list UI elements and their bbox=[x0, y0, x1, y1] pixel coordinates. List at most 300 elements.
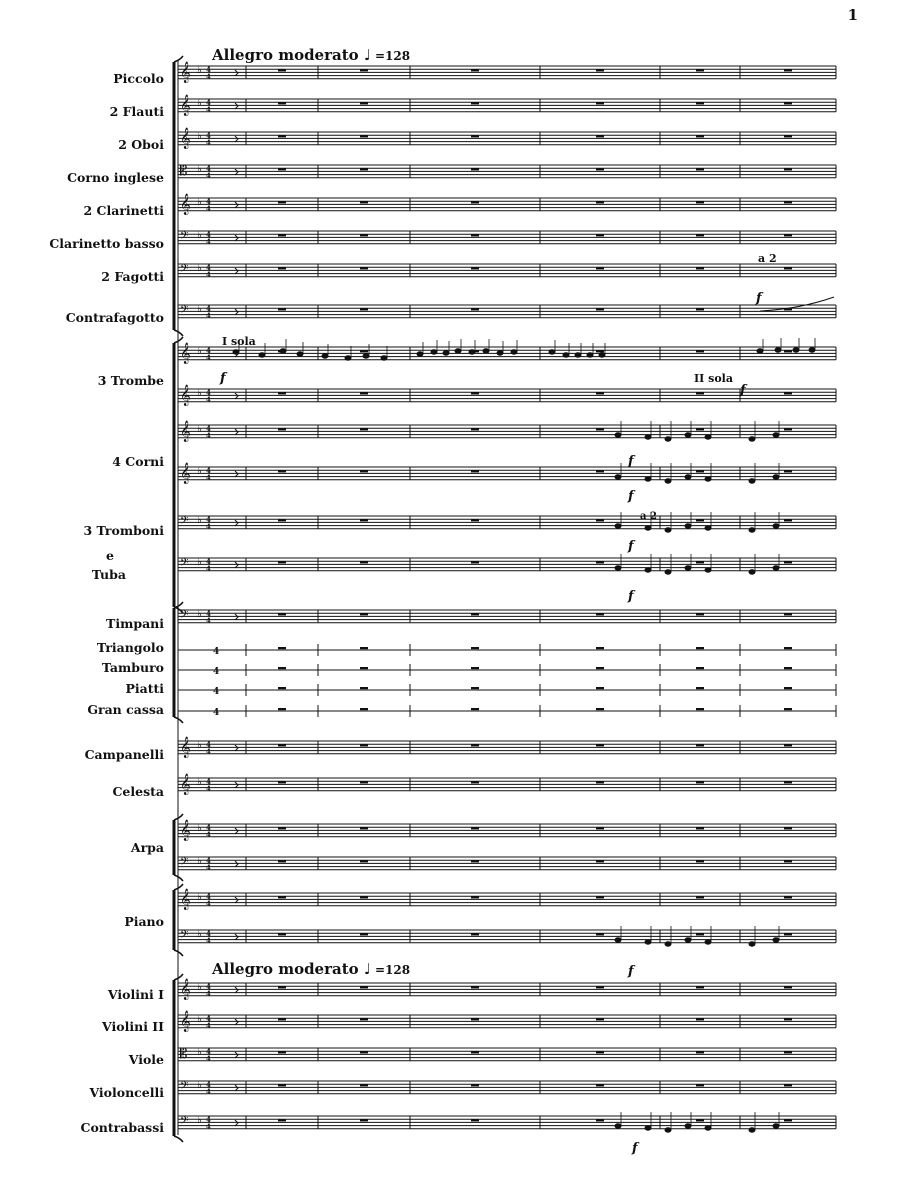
note-head bbox=[705, 940, 711, 944]
whole-rest bbox=[596, 1018, 604, 1020]
whole-rest bbox=[596, 647, 604, 649]
whole-rest bbox=[360, 201, 368, 203]
note-head bbox=[685, 938, 691, 942]
whole-rest bbox=[278, 1051, 286, 1053]
flat-icon: ♭ bbox=[197, 164, 202, 175]
note-head bbox=[549, 350, 555, 354]
note-head bbox=[645, 526, 651, 530]
whole-rest bbox=[278, 781, 286, 783]
note-head bbox=[757, 349, 763, 353]
whole-rest bbox=[784, 519, 792, 521]
treble-clef-icon: 𝄞 bbox=[180, 128, 191, 149]
whole-rest bbox=[696, 1051, 704, 1053]
flat-icon: ♭ bbox=[197, 1080, 202, 1091]
label-oboi: 2 Oboi bbox=[118, 137, 164, 152]
whole-rest bbox=[360, 896, 368, 898]
time-signature: 4 bbox=[206, 863, 211, 872]
note-head bbox=[645, 568, 651, 572]
whole-rest bbox=[596, 1051, 604, 1053]
note-head bbox=[417, 352, 423, 356]
note-head bbox=[775, 348, 781, 352]
note-head bbox=[685, 433, 691, 437]
whole-rest bbox=[278, 1018, 286, 1020]
bass-clef-icon: 𝄢 bbox=[180, 557, 189, 572]
label-tamburo: Tamburo bbox=[101, 660, 164, 675]
dynamics-and-annotations bbox=[219, 252, 777, 1156]
time-signature: 4 bbox=[206, 473, 211, 482]
whole-rest bbox=[278, 1119, 286, 1121]
flat-icon: ♭ bbox=[197, 388, 202, 399]
time-signature: 4 bbox=[206, 304, 211, 313]
note-head bbox=[685, 475, 691, 479]
time-signature: 4 bbox=[206, 616, 211, 625]
flat-icon: ♭ bbox=[197, 1047, 202, 1058]
a2-marking: a 2 bbox=[640, 511, 657, 522]
time-signature: 4 bbox=[213, 667, 220, 677]
flat-icon: ♭ bbox=[197, 740, 202, 751]
note-head bbox=[749, 479, 755, 483]
whole-rest bbox=[696, 896, 704, 898]
whole-rest bbox=[784, 986, 792, 988]
time-signature: 4 bbox=[206, 65, 211, 74]
time-signature: 4 bbox=[206, 989, 211, 998]
barlines bbox=[178, 66, 836, 1129]
label-fagotti: 2 Fagotti bbox=[101, 269, 164, 284]
time-signature: 4 bbox=[206, 515, 211, 524]
whole-rest bbox=[696, 667, 704, 669]
whole-rest bbox=[360, 267, 368, 269]
whole-rest bbox=[596, 896, 604, 898]
bass-clef-icon: 𝄢 bbox=[180, 1115, 189, 1130]
note-head bbox=[599, 353, 605, 357]
whole-rest bbox=[471, 827, 479, 829]
whole-rest bbox=[360, 234, 368, 236]
whole-rest bbox=[278, 267, 286, 269]
note-head bbox=[685, 524, 691, 528]
time-signature: 4 bbox=[206, 311, 211, 320]
time-signature: 4 bbox=[206, 747, 211, 756]
label-violoncelli: Violoncelli bbox=[89, 1085, 164, 1100]
solo-marking-2: II sola bbox=[694, 372, 733, 385]
time-signature: 4 bbox=[206, 197, 211, 206]
note-head bbox=[615, 524, 621, 528]
whole-rest bbox=[360, 744, 368, 746]
time-signature: 4 bbox=[206, 1014, 211, 1023]
treble-clef-icon: 𝄞 bbox=[180, 820, 191, 841]
whole-rest bbox=[784, 470, 792, 472]
time-signature: 4 bbox=[206, 899, 211, 908]
whole-rest bbox=[596, 744, 604, 746]
treble-clef-icon: 𝄞 bbox=[180, 737, 191, 758]
forte-dynamic: f bbox=[628, 539, 634, 554]
whole-rest bbox=[596, 667, 604, 669]
time-signature: 4 bbox=[206, 388, 211, 397]
whole-rest bbox=[278, 308, 286, 310]
whole-rest bbox=[696, 1084, 704, 1086]
time-signature: 4 bbox=[206, 936, 211, 945]
whole-rest bbox=[596, 69, 604, 71]
whole-rest bbox=[471, 267, 479, 269]
time-signature: 4 bbox=[206, 929, 211, 938]
flat-icon: ♭ bbox=[197, 982, 202, 993]
whole-rest bbox=[471, 647, 479, 649]
whole-rest bbox=[278, 613, 286, 615]
flat-icon: ♭ bbox=[197, 823, 202, 834]
note-head bbox=[749, 528, 755, 532]
note-head bbox=[615, 566, 621, 570]
whole-rest bbox=[471, 933, 479, 935]
time-signature: 4 bbox=[206, 1122, 211, 1131]
note-head bbox=[497, 351, 503, 355]
whole-rest bbox=[471, 234, 479, 236]
whole-rest bbox=[471, 519, 479, 521]
label-triangolo: Triangolo bbox=[96, 640, 164, 655]
whole-rest bbox=[784, 69, 792, 71]
flat-icon: ♭ bbox=[197, 131, 202, 142]
whole-rest bbox=[696, 1018, 704, 1020]
whole-rest bbox=[784, 135, 792, 137]
whole-rest bbox=[471, 1119, 479, 1121]
whole-rest bbox=[784, 687, 792, 689]
whole-rest bbox=[471, 470, 479, 472]
whole-rest bbox=[784, 234, 792, 236]
label-trombe: 3 Trombe bbox=[97, 373, 164, 388]
treble-clef-icon: 𝄞 bbox=[180, 889, 191, 910]
bass-clef-icon: 𝄢 bbox=[180, 609, 189, 624]
whole-rest bbox=[471, 744, 479, 746]
whole-rest bbox=[696, 168, 704, 170]
whole-rest bbox=[471, 896, 479, 898]
whole-rest bbox=[784, 647, 792, 649]
note-head bbox=[665, 437, 671, 441]
whole-rest bbox=[471, 613, 479, 615]
time-signature: 4 bbox=[206, 346, 211, 355]
whole-rest bbox=[696, 69, 704, 71]
flat-icon: ♭ bbox=[197, 197, 202, 208]
whole-rest bbox=[360, 781, 368, 783]
label-tuba: Tuba bbox=[91, 567, 126, 582]
time-signature: 4 bbox=[206, 353, 211, 362]
whole-rest bbox=[360, 135, 368, 137]
time-signature: 4 bbox=[206, 564, 211, 573]
note-head bbox=[705, 1126, 711, 1130]
note-head bbox=[773, 1124, 779, 1128]
note-head bbox=[483, 349, 489, 353]
time-signature: 4 bbox=[206, 171, 211, 180]
whole-rest bbox=[696, 613, 704, 615]
time-signature: 4 bbox=[206, 823, 211, 832]
whole-rest bbox=[784, 1051, 792, 1053]
time-signature: 4 bbox=[206, 395, 211, 404]
whole-rest bbox=[784, 350, 792, 352]
tempo-text: Allegro moderato bbox=[212, 46, 359, 64]
metronome-note-icon: ♩ bbox=[363, 960, 371, 978]
note-head bbox=[615, 475, 621, 479]
whole-rest bbox=[278, 234, 286, 236]
time-signature: 4 bbox=[206, 557, 211, 566]
metronome-value: =128 bbox=[374, 963, 411, 977]
note-head bbox=[665, 1128, 671, 1132]
bass-clef-icon: 𝄢 bbox=[180, 1080, 189, 1095]
time-signature: 4 bbox=[206, 204, 211, 213]
label-corni: 4 Corni bbox=[112, 454, 164, 469]
whole-rest bbox=[278, 647, 286, 649]
whole-rest bbox=[471, 687, 479, 689]
label-tromboni: 3 Tromboni bbox=[83, 523, 164, 538]
whole-rest bbox=[696, 392, 704, 394]
note-head bbox=[773, 433, 779, 437]
note-head bbox=[645, 940, 651, 944]
whole-rest bbox=[360, 933, 368, 935]
note-head bbox=[773, 475, 779, 479]
whole-rest bbox=[784, 561, 792, 563]
whole-rest bbox=[471, 102, 479, 104]
flat-icon: ♭ bbox=[197, 466, 202, 477]
whole-rest bbox=[596, 708, 604, 710]
time-signature: 4 bbox=[213, 647, 220, 657]
note-head bbox=[665, 528, 671, 532]
note-head bbox=[615, 938, 621, 942]
whole-rest bbox=[596, 860, 604, 862]
note-head bbox=[665, 570, 671, 574]
whole-rest bbox=[471, 308, 479, 310]
label-piccolo: Piccolo bbox=[113, 71, 164, 86]
forte-dynamic: f bbox=[628, 964, 634, 979]
forte-dynamic: f bbox=[740, 383, 746, 398]
label-flauti: 2 Flauti bbox=[109, 104, 164, 119]
time-signature: 4 bbox=[206, 856, 211, 865]
note-head bbox=[297, 352, 303, 356]
time-signature: 4 bbox=[206, 609, 211, 618]
staff-system bbox=[178, 66, 836, 1129]
whole-rest bbox=[360, 1119, 368, 1121]
forte-dynamic: f bbox=[628, 454, 634, 469]
note-head bbox=[773, 524, 779, 528]
label-timpani: Timpani bbox=[106, 616, 164, 631]
note-head bbox=[665, 479, 671, 483]
whole-rest bbox=[596, 933, 604, 935]
tempo-text: Allegro moderato bbox=[212, 960, 359, 978]
metronome-note-icon: ♩ bbox=[363, 46, 371, 64]
whole-rest bbox=[596, 470, 604, 472]
whole-rest bbox=[360, 470, 368, 472]
whole-rest bbox=[360, 708, 368, 710]
bass-clef-icon: 𝄢 bbox=[180, 515, 189, 530]
whole-rest bbox=[696, 1119, 704, 1121]
whole-rest bbox=[596, 687, 604, 689]
whole-rest bbox=[784, 1018, 792, 1020]
treble-clef-icon: 𝄞 bbox=[180, 979, 191, 1000]
time-signature: 4 bbox=[206, 466, 211, 475]
whole-rest bbox=[596, 201, 604, 203]
time-signature: 4 bbox=[206, 164, 211, 173]
whole-rest bbox=[784, 392, 792, 394]
whole-rest bbox=[471, 168, 479, 170]
whole-rest bbox=[471, 201, 479, 203]
label-gran-cassa: Gran cassa bbox=[87, 702, 164, 717]
metronome-value: =128 bbox=[374, 49, 411, 63]
whole-rest bbox=[696, 827, 704, 829]
note-head bbox=[363, 354, 369, 358]
whole-rest bbox=[696, 744, 704, 746]
label-arpa: Arpa bbox=[130, 840, 164, 855]
whole-rest bbox=[596, 392, 604, 394]
whole-rest bbox=[360, 1051, 368, 1053]
whole-rest bbox=[278, 102, 286, 104]
whole-rest bbox=[471, 69, 479, 71]
whole-rest bbox=[784, 428, 792, 430]
whole-rest bbox=[471, 1084, 479, 1086]
whole-rest bbox=[360, 647, 368, 649]
note-head bbox=[705, 477, 711, 481]
whole-rest bbox=[360, 827, 368, 829]
whole-rest bbox=[596, 102, 604, 104]
measure-rests bbox=[235, 69, 792, 1126]
whole-rest bbox=[784, 1084, 792, 1086]
forte-dynamic: f bbox=[220, 371, 226, 386]
note-head bbox=[575, 353, 581, 357]
flat-icon: ♭ bbox=[197, 424, 202, 435]
note-head bbox=[233, 350, 239, 354]
note-head bbox=[563, 353, 569, 357]
whole-rest bbox=[596, 986, 604, 988]
whole-rest bbox=[278, 986, 286, 988]
alto-clef-icon: 𝄡 bbox=[180, 1047, 188, 1062]
whole-rest bbox=[696, 350, 704, 352]
whole-rest bbox=[696, 470, 704, 472]
treble-clef-icon: 𝄞 bbox=[180, 95, 191, 116]
time-signature: 4 bbox=[206, 72, 211, 81]
whole-rest bbox=[596, 781, 604, 783]
whole-rest bbox=[596, 350, 604, 352]
whole-rest bbox=[278, 933, 286, 935]
note-head bbox=[645, 1126, 651, 1130]
time-signature: 4 bbox=[206, 1047, 211, 1056]
note-head bbox=[511, 350, 517, 354]
note-head bbox=[793, 348, 799, 352]
note-head bbox=[469, 350, 475, 354]
whole-rest bbox=[696, 647, 704, 649]
whole-rest bbox=[471, 561, 479, 563]
whole-rest bbox=[360, 687, 368, 689]
whole-rest bbox=[471, 781, 479, 783]
whole-rest bbox=[696, 135, 704, 137]
label-violini-1: Violini I bbox=[107, 987, 164, 1002]
treble-clef-icon: 𝄞 bbox=[180, 463, 191, 484]
whole-rest bbox=[784, 933, 792, 935]
note-head bbox=[773, 938, 779, 942]
whole-rest bbox=[278, 896, 286, 898]
alto-clef-icon: 𝄡 bbox=[180, 164, 188, 179]
whole-rest bbox=[360, 308, 368, 310]
whole-rest bbox=[278, 470, 286, 472]
whole-rest bbox=[360, 428, 368, 430]
whole-rest bbox=[278, 667, 286, 669]
whole-rest bbox=[278, 69, 286, 71]
slur bbox=[760, 297, 834, 311]
whole-rest bbox=[696, 986, 704, 988]
whole-rest bbox=[784, 267, 792, 269]
note-head bbox=[749, 942, 755, 946]
whole-rest bbox=[784, 827, 792, 829]
note-head bbox=[749, 570, 755, 574]
time-signature: 4 bbox=[206, 270, 211, 279]
whole-rest bbox=[596, 135, 604, 137]
whole-rest bbox=[360, 519, 368, 521]
label-corno-inglese: Corno inglese bbox=[67, 170, 164, 185]
note-head bbox=[345, 356, 351, 360]
bass-clef-icon: 𝄢 bbox=[180, 263, 189, 278]
whole-rest bbox=[596, 168, 604, 170]
whole-rest bbox=[696, 561, 704, 563]
flat-icon: ♭ bbox=[197, 346, 202, 357]
label-piano: Piano bbox=[124, 914, 164, 929]
whole-rest bbox=[360, 350, 368, 352]
whole-rest bbox=[471, 428, 479, 430]
whole-rest bbox=[278, 519, 286, 521]
flat-icon: ♭ bbox=[197, 892, 202, 903]
flat-icon: ♭ bbox=[197, 230, 202, 241]
forte-dynamic: f bbox=[628, 489, 634, 504]
forte-dynamic: f bbox=[628, 589, 634, 604]
whole-rest bbox=[360, 392, 368, 394]
bass-clef-icon: 𝄢 bbox=[180, 929, 189, 944]
treble-clef-icon: 𝄞 bbox=[180, 1011, 191, 1032]
whole-rest bbox=[784, 613, 792, 615]
whole-rest bbox=[696, 102, 704, 104]
whole-rest bbox=[784, 102, 792, 104]
notes bbox=[233, 297, 834, 1132]
time-signature: 4 bbox=[206, 237, 211, 246]
flat-icon: ♭ bbox=[197, 304, 202, 315]
time-signature: 4 bbox=[206, 138, 211, 147]
time-signature: 4 bbox=[206, 263, 211, 272]
whole-rest bbox=[360, 860, 368, 862]
note-head bbox=[773, 566, 779, 570]
note-head bbox=[259, 353, 265, 357]
whole-rest bbox=[784, 744, 792, 746]
bass-clef-icon: 𝄢 bbox=[180, 230, 189, 245]
whole-rest bbox=[696, 860, 704, 862]
whole-rest bbox=[596, 1084, 604, 1086]
label-celesta: Celesta bbox=[112, 784, 164, 799]
time-signature: 4 bbox=[206, 1021, 211, 1030]
whole-rest bbox=[596, 613, 604, 615]
whole-rest bbox=[471, 1018, 479, 1020]
whole-rest bbox=[360, 1084, 368, 1086]
whole-rest bbox=[471, 1051, 479, 1053]
whole-rest bbox=[696, 234, 704, 236]
note-head bbox=[685, 566, 691, 570]
time-signature: 4 bbox=[206, 777, 211, 786]
time-signature: 4 bbox=[206, 424, 211, 433]
time-signature: 4 bbox=[206, 522, 211, 531]
whole-rest bbox=[696, 708, 704, 710]
whole-rest bbox=[278, 561, 286, 563]
whole-rest bbox=[360, 561, 368, 563]
flat-icon: ♭ bbox=[197, 929, 202, 940]
flat-icon: ♭ bbox=[197, 1014, 202, 1025]
note-head bbox=[665, 942, 671, 946]
treble-clef-icon: 𝄞 bbox=[180, 385, 191, 406]
time-signature: 4 bbox=[206, 830, 211, 839]
whole-rest bbox=[360, 69, 368, 71]
whole-rest bbox=[278, 1084, 286, 1086]
whole-rest bbox=[784, 708, 792, 710]
flat-icon: ♭ bbox=[197, 557, 202, 568]
whole-rest bbox=[278, 687, 286, 689]
label-contrafagotto: Contrafagotto bbox=[65, 310, 164, 325]
